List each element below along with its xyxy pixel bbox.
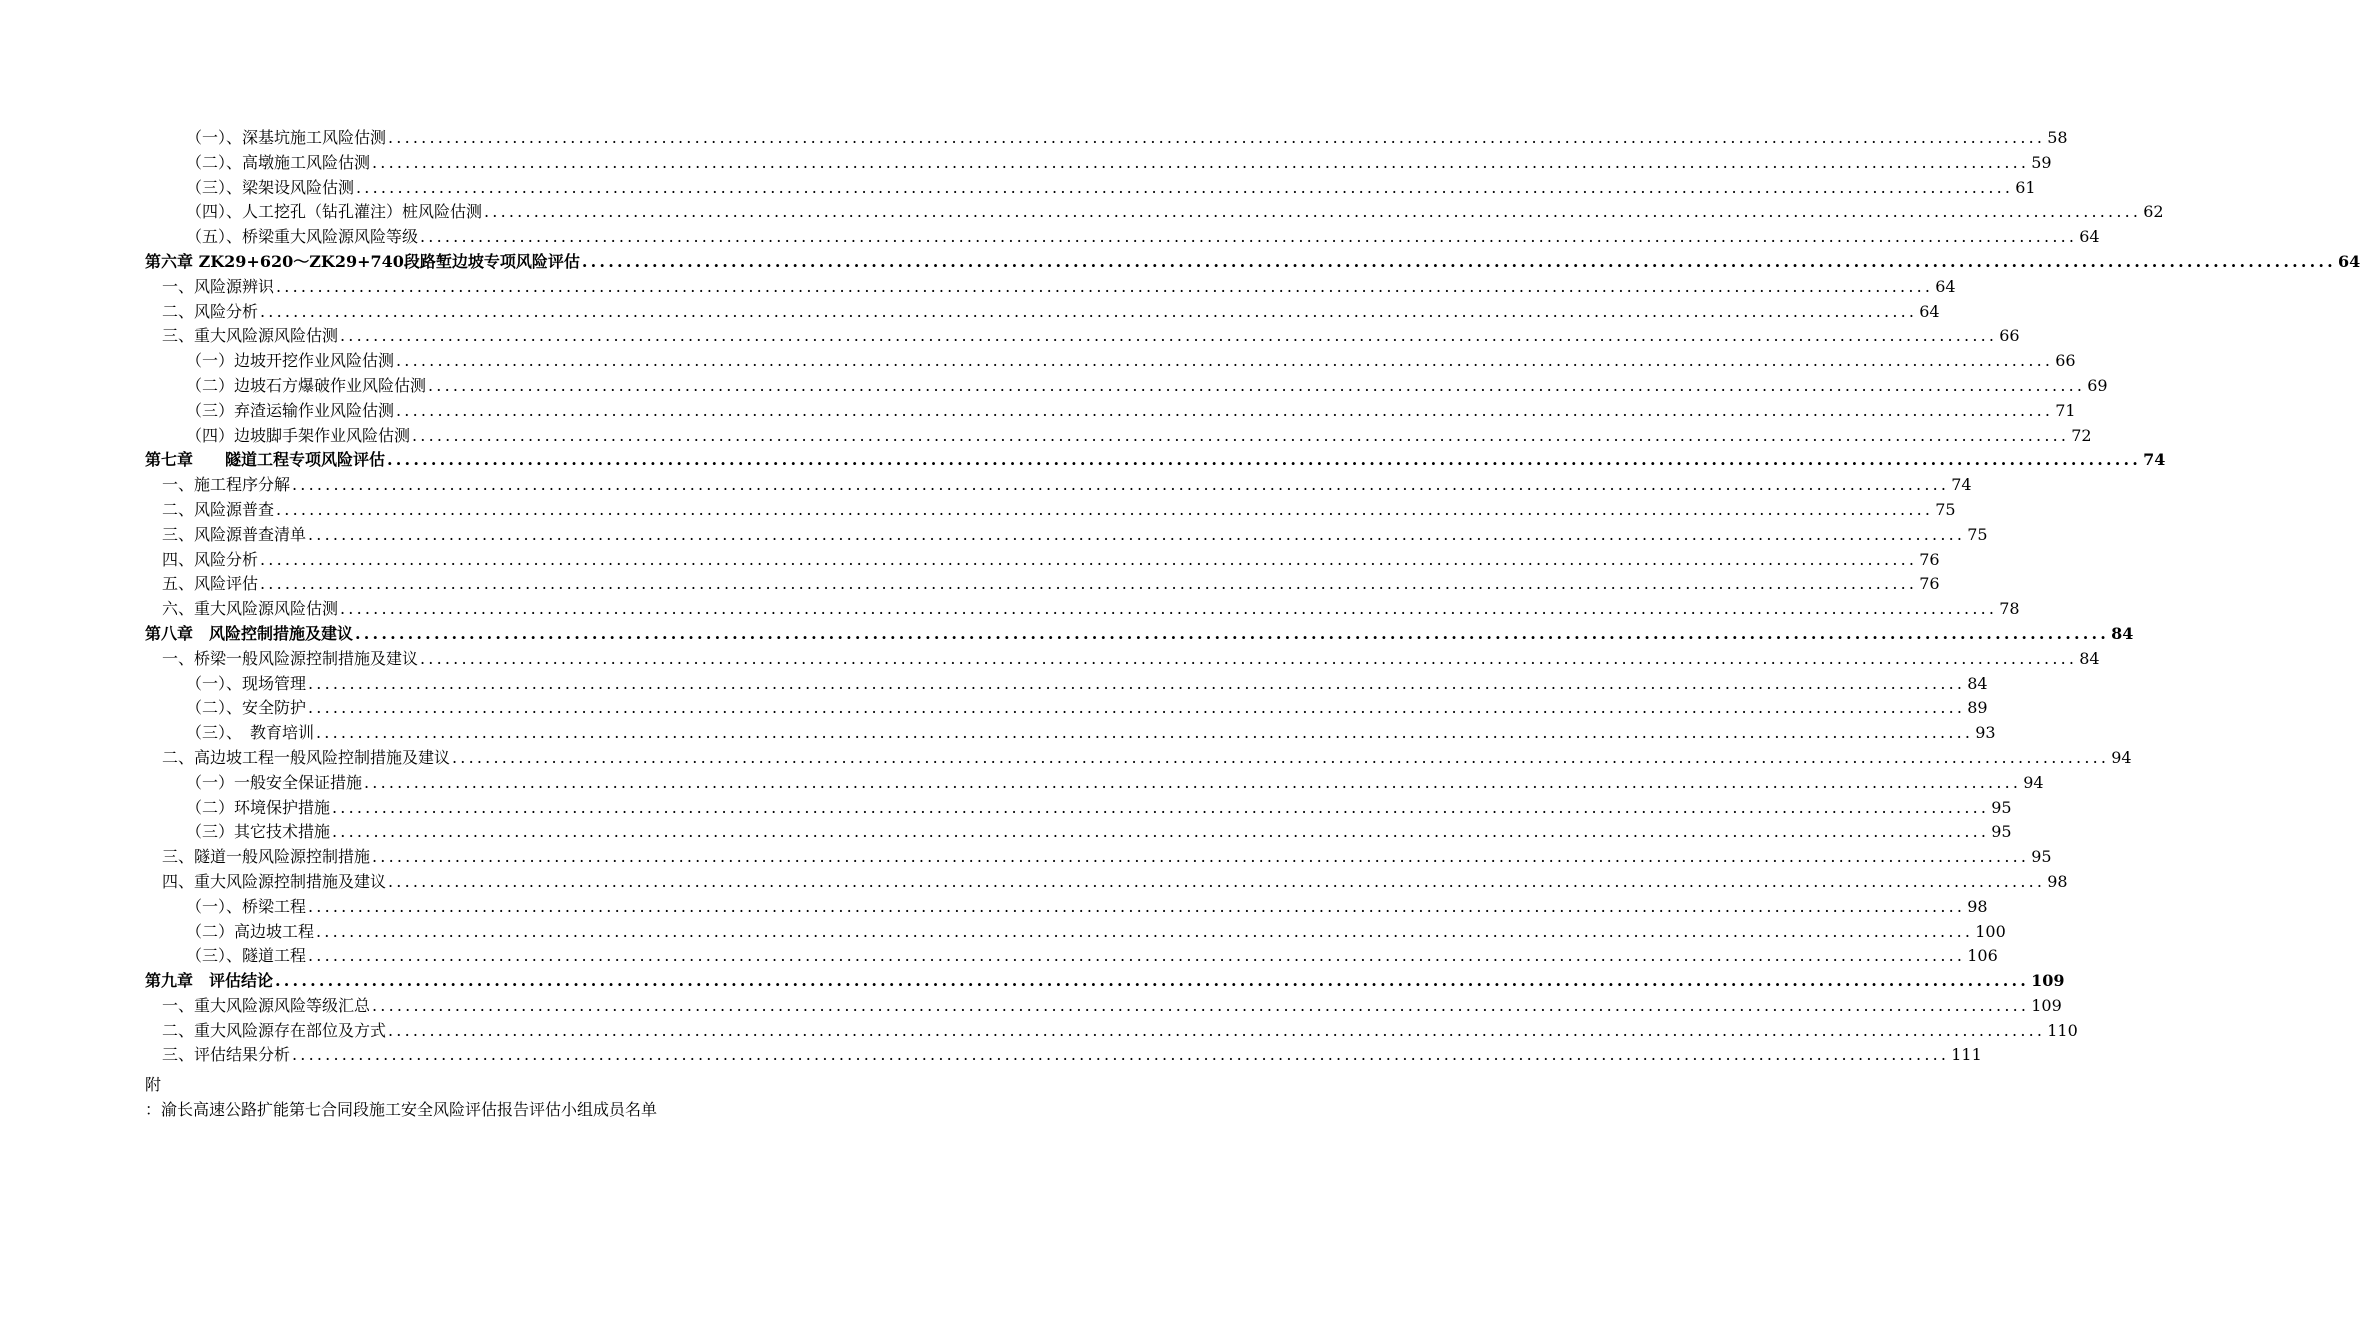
toc-dot-leader: ........................................................................................................................................................................................................ xyxy=(308,698,1966,718)
toc-entry-title: （二）、高墩施工风险估测 xyxy=(186,152,371,172)
toc-entry-page-number: 95 xyxy=(2031,847,2052,867)
toc-dot-leader: ........................................................................................................................................................................................................ xyxy=(308,673,1966,693)
toc-dot-leader: ........................................................................................................................................................................................................ xyxy=(260,549,1918,569)
toc-entry[interactable] xyxy=(145,597,2020,622)
toc-entry-page-number: 84 xyxy=(1967,673,1988,693)
toc-entry[interactable] xyxy=(145,126,2068,151)
toc-entry-title: 三、评估结果分析 xyxy=(162,1045,291,1065)
toc-entry-title: 三、重大风险源风险估测 xyxy=(162,326,339,346)
toc-entry-page-number: 109 xyxy=(2031,971,2065,991)
toc-entry-page-number: 84 xyxy=(2079,648,2100,668)
toc-entry-page-number: 69 xyxy=(2087,375,2108,395)
toc-entry-title: （一）、现场管理 xyxy=(186,673,307,693)
toc-dot-leader: ........................................................................................................................................................................................................ xyxy=(420,648,2078,668)
toc-dot-leader: ........................................................................................................................................................................................................ xyxy=(388,128,2046,147)
toc-dot-leader: ........................................................................................................................................................................................................ xyxy=(388,871,2046,891)
toc-entry-page-number: 111 xyxy=(1951,1045,1982,1065)
toc-entry-title: （三）、隧道工程 xyxy=(186,946,307,966)
toc-entry[interactable] xyxy=(145,324,2020,349)
toc-entry[interactable] xyxy=(145,895,1988,920)
toc-entry-page-number: 94 xyxy=(2023,772,2044,792)
toc-entry-page-number: 95 xyxy=(1991,797,2012,817)
toc-entry[interactable] xyxy=(145,225,2100,250)
toc-entry-page-number: 76 xyxy=(1919,549,1940,569)
toc-entry[interactable] xyxy=(145,820,2012,845)
toc-dot-leader: ........................................................................................................................................................................................................ xyxy=(372,152,2030,172)
toc-entry[interactable] xyxy=(145,200,2164,225)
toc-entry[interactable] xyxy=(145,349,2076,374)
toc-entry[interactable] xyxy=(145,548,1940,573)
toc-entry[interactable] xyxy=(145,374,2108,399)
toc-dot-leader: ........................................................................................................................................................................................................ xyxy=(332,797,1990,817)
toc-entry-title: （二）高边坡工程 xyxy=(186,921,315,941)
toc-dot-leader: ........................................................................................................................................................................................................ xyxy=(428,375,2086,395)
toc-entry-title: 二、高边坡工程一般风险控制措施及建议 xyxy=(162,747,451,767)
toc-entry-title: （二）环境保护措施 xyxy=(186,797,331,817)
toc-entry-title: （三）、 教育培训 xyxy=(186,723,315,743)
toc-entry[interactable] xyxy=(145,275,1956,300)
toc-entry[interactable] xyxy=(145,672,1988,697)
appendix-note xyxy=(145,1073,808,1123)
toc-entry[interactable] xyxy=(145,870,2068,895)
toc-entry-page-number: 98 xyxy=(1967,896,1988,916)
toc-dot-leader: ........................................................................................................................................................................................................ xyxy=(387,450,2142,470)
toc-entry[interactable] xyxy=(145,721,1996,746)
toc-dot-leader: ........................................................................................................................................................................................................ xyxy=(388,1020,2046,1040)
toc-entry-title: 四、重大风险源控制措施及建议 xyxy=(162,871,387,891)
toc-entry[interactable] xyxy=(145,424,2092,449)
toc-entry-page-number: 98 xyxy=(2047,871,2068,891)
toc-entry-title: 一、重大风险源风险等级汇总 xyxy=(162,995,371,1015)
toc-entry[interactable] xyxy=(145,448,2166,473)
appendix-title: ：渝长高速公路扩能第七合同段施工安全风险评估报告评估小组成员名单 xyxy=(145,1099,658,1119)
table-of-contents xyxy=(145,126,2360,1068)
toc-entry[interactable] xyxy=(145,250,2360,275)
toc-entry-title: 第六章 ZK29+620～ZK29+740段路堑边坡专项风险评估 xyxy=(145,251,580,271)
toc-entry-page-number: 78 xyxy=(1999,599,2020,619)
toc-entry-page-number: 64 xyxy=(2337,251,2360,271)
toc-entry-title: 一、桥梁一般风险源控制措施及建议 xyxy=(162,648,419,668)
toc-entry-title: （三）其它技术措施 xyxy=(186,822,331,842)
toc-entry[interactable] xyxy=(145,523,1988,548)
toc-entry-page-number: 94 xyxy=(2111,747,2132,767)
toc-entry-page-number: 74 xyxy=(1951,475,1972,495)
toc-entry-title: （五）、桥梁重大风险源风险等级 xyxy=(186,227,419,247)
toc-entry-page-number: 110 xyxy=(2047,1020,2078,1040)
toc-entry-title: （三）、梁架设风险估测 xyxy=(186,177,355,197)
toc-entry-page-number: 59 xyxy=(2031,152,2052,172)
toc-entry-page-number: 76 xyxy=(1919,574,1940,594)
appendix-label: 附 xyxy=(145,1075,162,1094)
toc-entry-page-number: 95 xyxy=(1991,822,2012,842)
toc-dot-leader: ........................................................................................................................................................................................................ xyxy=(412,425,2070,445)
toc-entry-page-number: 74 xyxy=(2143,450,2166,470)
toc-dot-leader: ........................................................................................................................................................................................................ xyxy=(260,301,1918,321)
toc-entry-title: （一）、深基坑施工风险估测 xyxy=(186,128,387,147)
toc-entry-title: 二、风险源普查 xyxy=(162,499,275,519)
toc-dot-leader: ........................................................................................................................................................................................................ xyxy=(316,921,1974,941)
toc-entry[interactable] xyxy=(145,920,2006,945)
toc-entry[interactable] xyxy=(145,399,2076,424)
toc-entry[interactable] xyxy=(145,473,1972,498)
toc-entry-title: （四）边坡脚手架作业风险估测 xyxy=(186,425,411,445)
toc-entry-page-number: 106 xyxy=(1967,946,1998,966)
toc-entry-title: （一）一般安全保证措施 xyxy=(186,772,363,792)
toc-dot-leader: ........................................................................................................................................................................................................ xyxy=(396,400,2054,420)
toc-entry[interactable] xyxy=(145,622,2134,647)
toc-dot-leader: ........................................................................................................................................................................................................ xyxy=(340,326,1998,346)
toc-dot-leader: ........................................................................................................................................................................................................ xyxy=(356,177,2014,197)
toc-entry[interactable] xyxy=(145,572,1940,597)
toc-entry[interactable] xyxy=(145,969,2065,994)
toc-dot-leader: ........................................................................................................................................................................................................ xyxy=(308,524,1966,544)
toc-entry[interactable] xyxy=(145,696,1988,721)
toc-dot-leader: ........................................................................................................................................................................................................ xyxy=(316,723,1974,743)
toc-dot-leader: ........................................................................................................................................................................................................ xyxy=(276,499,1934,519)
toc-entry-title: 六、重大风险源风险估测 xyxy=(162,599,339,619)
toc-entry[interactable] xyxy=(145,498,1956,523)
toc-dot-leader: ........................................................................................................................................................................................................ xyxy=(372,847,2030,867)
toc-entry-title: 四、风险分析 xyxy=(162,549,259,569)
toc-dot-leader: ........................................................................................................................................................................................................ xyxy=(260,574,1918,594)
toc-entry-page-number: 58 xyxy=(2047,128,2068,147)
toc-entry-page-number: 93 xyxy=(1975,723,1996,743)
toc-dot-leader: ........................................................................................................................................................................................................ xyxy=(364,772,2022,792)
toc-entry-title: 二、风险分析 xyxy=(162,301,259,321)
toc-entry-title: 第七章 隧道工程专项风险评估 xyxy=(145,450,386,470)
toc-entry[interactable] xyxy=(145,300,1940,325)
toc-entry-title: 第八章 风险控制措施及建议 xyxy=(145,623,354,643)
toc-dot-leader: ........................................................................................................................................................................................................ xyxy=(340,599,1998,619)
toc-entry-title: 三、风险源普查清单 xyxy=(162,524,307,544)
toc-entry-title: 三、隧道一般风险源控制措施 xyxy=(162,847,371,867)
toc-entry-page-number: 64 xyxy=(1919,301,1940,321)
toc-dot-leader: ........................................................................................................................................................................................................ xyxy=(396,351,2054,371)
toc-entry-title: 一、风险源辨识 xyxy=(162,276,275,296)
toc-entry[interactable] xyxy=(145,944,1998,969)
toc-entry-page-number: 62 xyxy=(2143,202,2164,222)
toc-entry[interactable] xyxy=(145,1019,2078,1044)
toc-dot-leader: ........................................................................................................................................................................................................ xyxy=(292,1045,1950,1065)
toc-dot-leader: ........................................................................................................................................................................................................ xyxy=(308,946,1966,966)
toc-entry[interactable] xyxy=(145,796,2012,821)
toc-dot-leader: ........................................................................................................................................................................................................ xyxy=(308,896,1966,916)
toc-entry-title: （二）、安全防护 xyxy=(186,698,307,718)
toc-entry-page-number: 75 xyxy=(1967,524,1988,544)
toc-entry-page-number: 66 xyxy=(1999,326,2020,346)
toc-dot-leader: ........................................................................................................................................................................................................ xyxy=(581,251,2336,271)
toc-entry-page-number: 64 xyxy=(1935,276,1956,296)
toc-entry-page-number: 89 xyxy=(1967,698,1988,718)
toc-dot-leader: ........................................................................................................................................................................................................ xyxy=(292,475,1950,495)
toc-entry-page-number: 71 xyxy=(2055,400,2076,420)
toc-entry[interactable] xyxy=(145,845,2052,870)
toc-entry-title: 五、风险评估 xyxy=(162,574,259,594)
toc-entry-page-number: 61 xyxy=(2015,177,2036,197)
toc-entry[interactable] xyxy=(145,771,2044,796)
toc-dot-leader: ........................................................................................................................................................................................................ xyxy=(484,202,2142,222)
toc-entry-page-number: 84 xyxy=(2111,623,2134,643)
toc-entry[interactable] xyxy=(145,151,2052,176)
toc-entry-title: （二）边坡石方爆破作业风险估测 xyxy=(186,375,427,395)
toc-dot-leader: ........................................................................................................................................................................................................ xyxy=(452,747,2110,767)
toc-dot-leader: ........................................................................................................................................................................................................ xyxy=(420,227,2078,247)
toc-entry-page-number: 109 xyxy=(2031,995,2062,1015)
toc-entry-page-number: 66 xyxy=(2055,351,2076,371)
toc-entry[interactable] xyxy=(145,176,2036,201)
toc-dot-leader: ........................................................................................................................................................................................................ xyxy=(332,822,1990,842)
toc-entry[interactable] xyxy=(145,647,2100,672)
toc-entry-page-number: 100 xyxy=(1975,921,2006,941)
toc-entry[interactable] xyxy=(145,1043,1982,1068)
toc-dot-leader: ........................................................................................................................................................................................................ xyxy=(276,276,1934,296)
toc-entry-title: 一、施工程序分解 xyxy=(162,475,291,495)
toc-entry-title: 第九章 评估结论 xyxy=(145,971,274,991)
toc-entry[interactable] xyxy=(145,994,2062,1019)
toc-entry-title: （一）、桥梁工程 xyxy=(186,896,307,916)
toc-entry-page-number: 64 xyxy=(2079,227,2100,247)
toc-entry-title: （四）、人工挖孔（钻孔灌注）桩风险估测 xyxy=(186,202,483,222)
toc-dot-leader: ........................................................................................................................................................................................................ xyxy=(355,623,2110,643)
toc-entry-title: （一）边坡开挖作业风险估测 xyxy=(186,351,395,371)
toc-entry-title: 二、重大风险源存在部位及方式 xyxy=(162,1020,387,1040)
toc-dot-leader: ........................................................................................................................................................................................................ xyxy=(372,995,2030,1015)
toc-entry-page-number: 75 xyxy=(1935,499,1956,519)
toc-entry[interactable] xyxy=(145,746,2132,771)
toc-entry-page-number: 72 xyxy=(2071,425,2092,445)
toc-entry-title: （三）弃渣运输作业风险估测 xyxy=(186,400,395,420)
toc-dot-leader: ........................................................................................................................................................................................................ xyxy=(275,971,2030,991)
